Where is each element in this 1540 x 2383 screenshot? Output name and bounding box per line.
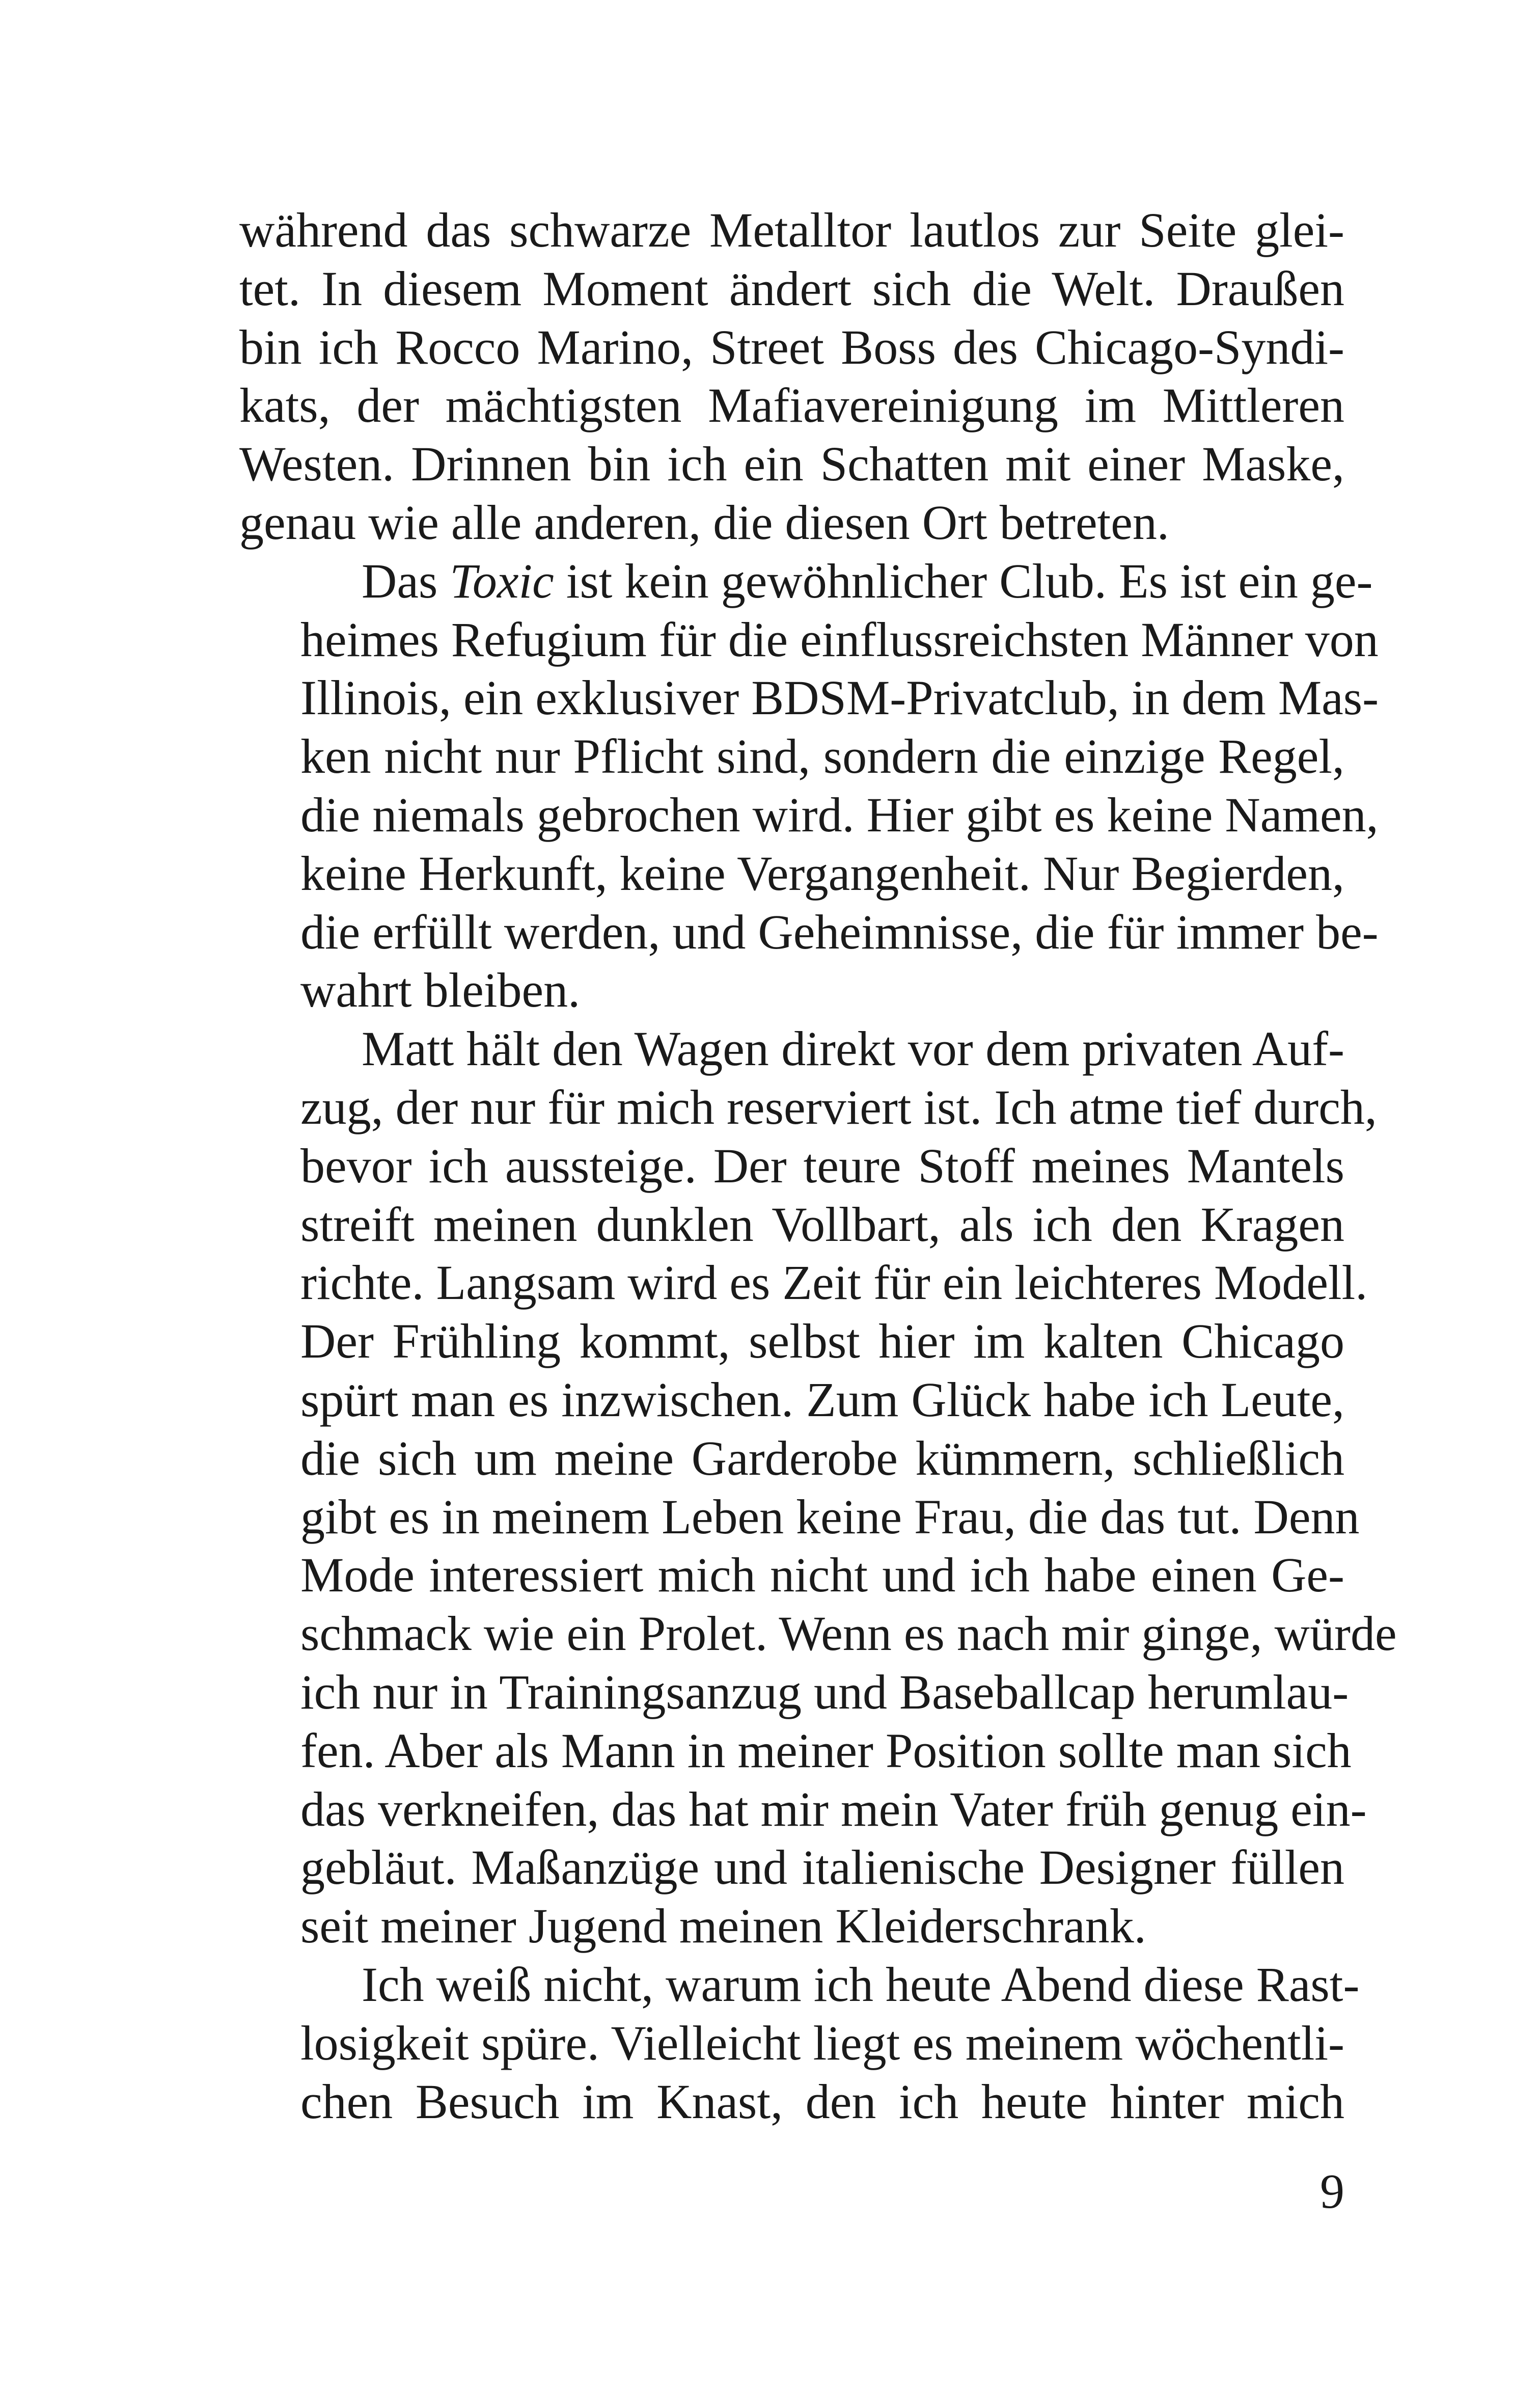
text-line: keine Herkunft, keine Vergangenheit. Nur Begierden, [300,846,1344,901]
page-body [239,201,1397,2131]
text-line: zug, der nur für mich reserviert ist. Ich atme tief durch, [300,1079,1377,1134]
text-line: Westen. Drinnen bin ich ein Schatten mit einer Maske, [239,437,1344,492]
text-line: Ich weiß nicht, warum ich heute Abend diese Rast- [362,1957,1360,2012]
text-line: losigkeit spüre. Vielleicht liegt es meinem wöchentli- [300,2015,1344,2070]
club-name-italic: Toxic [450,553,554,608]
text-line: während das schwarze Metalltor lautlos zur Seite glei- [239,203,1344,257]
text-line: gibt es in meinem Leben keine Frau, die das tut. Denn [300,1489,1360,1544]
paragraph-1 [239,201,1344,552]
text-line: das verkneifen, das hat mir mein Vater früh genug ein- [300,1781,1367,1836]
text-line [239,552,1373,611]
text-line: schmack wie ein Prolet. Wenn es nach mir ginge, würde [300,1606,1397,1661]
text-line: die niemals gebrochen wird. Hier gibt es keine Namen, [300,787,1379,842]
text-line: genau wie alle anderen, die diesen Ort betreten. [239,495,1169,550]
paragraph-4 [239,1956,1360,2131]
text-line: Matt hält den Wagen direkt vor dem privaten Auf- [362,1021,1344,1076]
paragraph-2 [239,552,1379,1020]
text-line: gebläut. Maßanzüge und italienische Designer füllen [300,1840,1344,1895]
text-line: chen Besuch im Knast, den ich heute hinter mich [300,2074,1344,2129]
text-line: ich nur in Trainingsanzug und Baseballcap herumlau- [300,1664,1349,1719]
text-line: seit meiner Jugend meinen Kleiderschrank. [300,1899,1146,1954]
text-fragment: ist kein gewöhnlicher Club. Es ist ein ge- [554,553,1373,608]
text-line: spürt man es inzwischen. Zum Glück habe ich Leute, [300,1372,1344,1427]
text-line: bin ich Rocco Marino, Street Boss des Chicago-Syndi- [239,319,1344,374]
page-number: 9 [1320,2164,1344,2218]
text-line: kats, der mächtigsten Mafiavereinigung im Mittleren [239,378,1344,433]
paragraph-3 [239,1020,1397,1956]
text-line: streift meinen dunklen Vollbart, als ich den Kragen [300,1197,1344,1252]
text-line: Der Frühling kommt, selbst hier im kalten Chicago [300,1314,1344,1369]
text-fragment: Das [362,553,450,608]
text-line: Illinois, ein exklusiver BDSM-Privatclub, in dem Mas- [300,670,1379,725]
text-line: richte. Langsam wird es Zeit für ein leichteres Modell. [300,1255,1368,1310]
text-line: ken nicht nur Pflicht sind, sondern die einzige Regel, [300,729,1344,784]
text-line: fen. Aber als Mann in meiner Position sollte man sich [300,1723,1352,1778]
text-line: Mode interessiert mich nicht und ich habe einen Ge- [300,1548,1344,1603]
text-line: die erfüllt werden, und Geheimnisse, die für immer be- [300,904,1379,959]
text-line: tet. In diesem Moment ändert sich die Welt. Draußen [239,261,1344,316]
text-line: wahrt bleiben. [300,963,581,1018]
text-line: die sich um meine Garderobe kümmern, schließlich [300,1430,1344,1485]
text-line: heimes Refugium für die einflussreichsten Männer von [300,612,1379,667]
text-line: bevor ich aussteige. Der teure Stoff meines Mantels [300,1138,1344,1193]
